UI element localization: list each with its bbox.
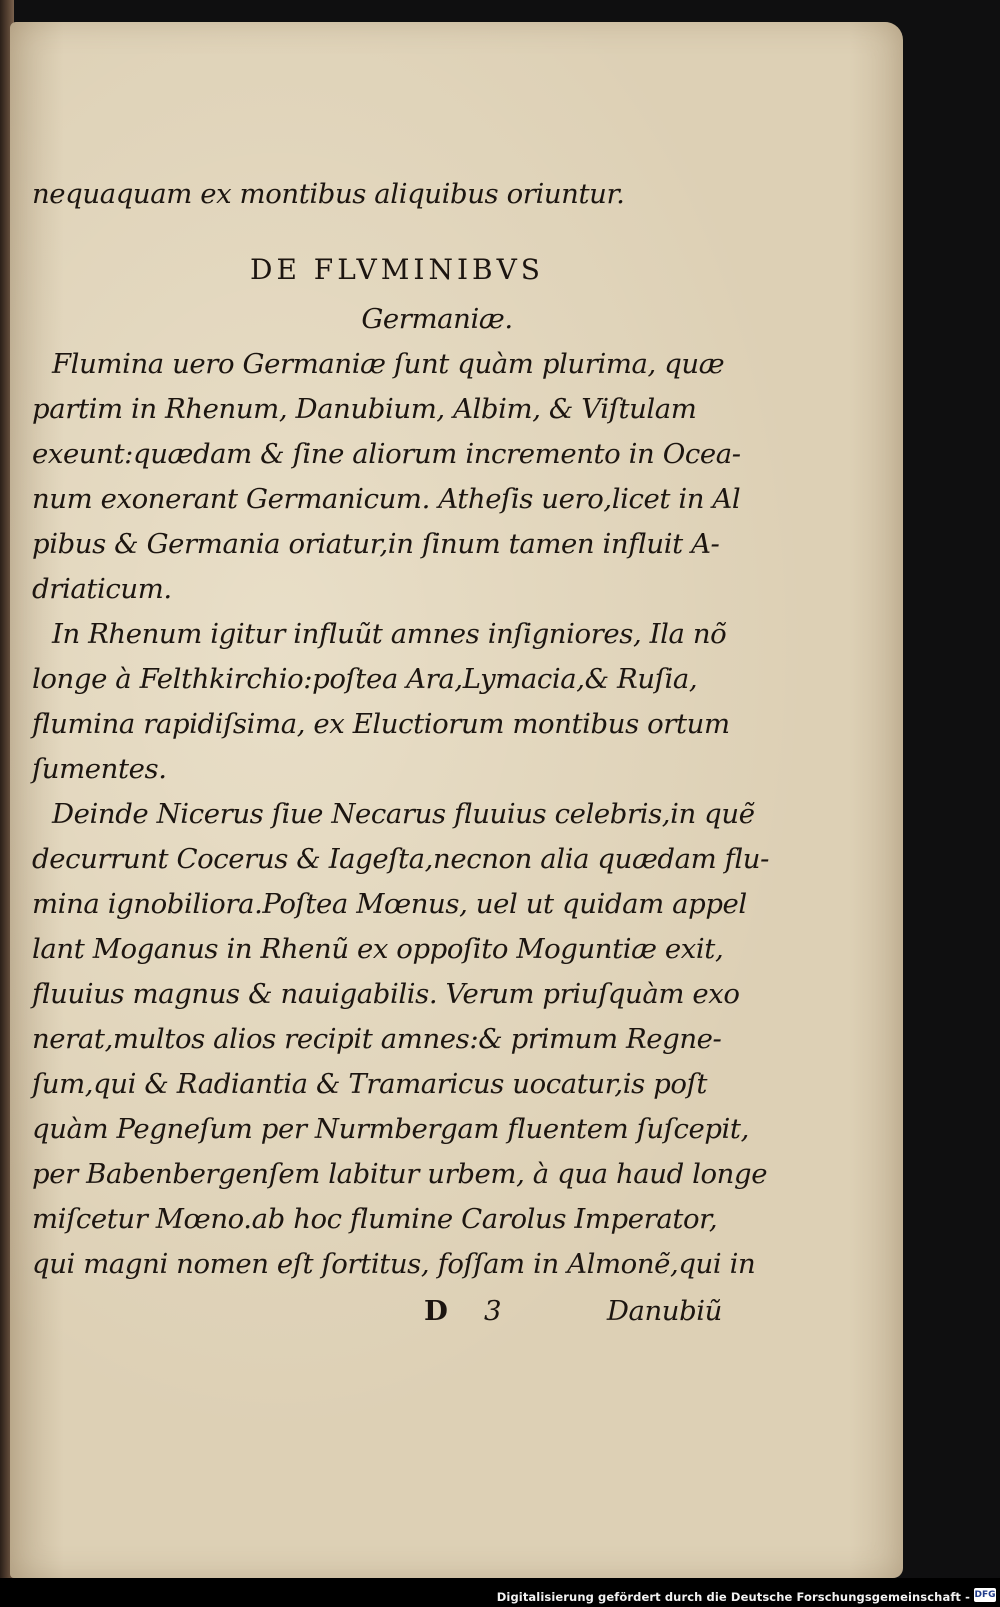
- text-line: fluuius magnus & nauigabilis. Verum priuſquàm exo: [32, 978, 740, 1010]
- signature-letter: D: [424, 1295, 448, 1327]
- text-line: flumina rapidiſsima, ex Eluctiorum montibus ortum: [32, 708, 730, 740]
- book-page: [10, 22, 903, 1578]
- section-subheading: Germaniæ.: [361, 303, 513, 335]
- text-line: mina ignobiliora.Poſtea Mœnus, uel ut quidam appel: [32, 888, 747, 920]
- signature-number: 3: [484, 1295, 502, 1327]
- dfg-logo: DFG: [974, 1590, 996, 1600]
- text-line: In Rhenum igitur influũt amnes inſigniores, Ila nõ: [52, 618, 727, 650]
- text-line: decurrunt Cocerus & Iageſta,necnon alia quædam flu-: [32, 843, 769, 875]
- top-line: nequaquam ex montibus aliquibus oriuntur.: [32, 178, 625, 210]
- text-line: nerat,multos alios recipit amnes:& primum Regne-: [32, 1023, 722, 1055]
- text-line: quàm Pegneſum per Nurmbergam fluentem ſuſcepit,: [32, 1113, 749, 1145]
- text-line: Deinde Nicerus ſiue Necarus fluuius celebris,in quẽ: [52, 798, 755, 830]
- text-line: exeunt:quædam & ſine aliorum incremento in Ocea-: [32, 438, 741, 470]
- text-line: driaticum.: [32, 573, 172, 605]
- text-line: Flumina uero Germaniæ ſunt quàm plurima, quæ: [52, 348, 725, 380]
- text-line: longe à Felthkirchio:poſtea Ara,Lymacia,& Ruſia,: [32, 663, 698, 695]
- text-line: pibus & Germania oriatur,in ſinum tamen influit A-: [32, 528, 720, 560]
- text-line: partim in Rhenum, Danubium, Albim, & Viſtulam: [32, 393, 697, 425]
- text-line: ſum,qui & Radiantia & Tramaricus uocatur,is poſt: [32, 1068, 708, 1100]
- catchword: Danubiũ: [606, 1295, 722, 1327]
- text-line: lant Moganus in Rhenũ ex oppoſito Moguntiæ exit,: [32, 933, 724, 965]
- text-line: miſcetur Mœno.ab hoc flumine Carolus Imperator,: [32, 1203, 718, 1235]
- text-line: qui magni nomen eſt ſortitus, foſſam in Almonẽ,qui in: [32, 1248, 756, 1280]
- text-line: num exonerant Germanicum. Atheſis uero,licet in Al: [32, 483, 741, 515]
- section-heading: DE FLVMINIBVS: [250, 253, 544, 286]
- signature-line: [32, 1289, 722, 1334]
- funding-credit: Digitalisierung gefördert durch die Deutsche Forschungsgemeinschaft -: [496, 1590, 970, 1604]
- text-line: per Babenbergenſem labitur urbem, à qua haud longe: [32, 1158, 768, 1190]
- page-text-block: [32, 172, 769, 1334]
- text-line: ſumentes.: [32, 753, 167, 785]
